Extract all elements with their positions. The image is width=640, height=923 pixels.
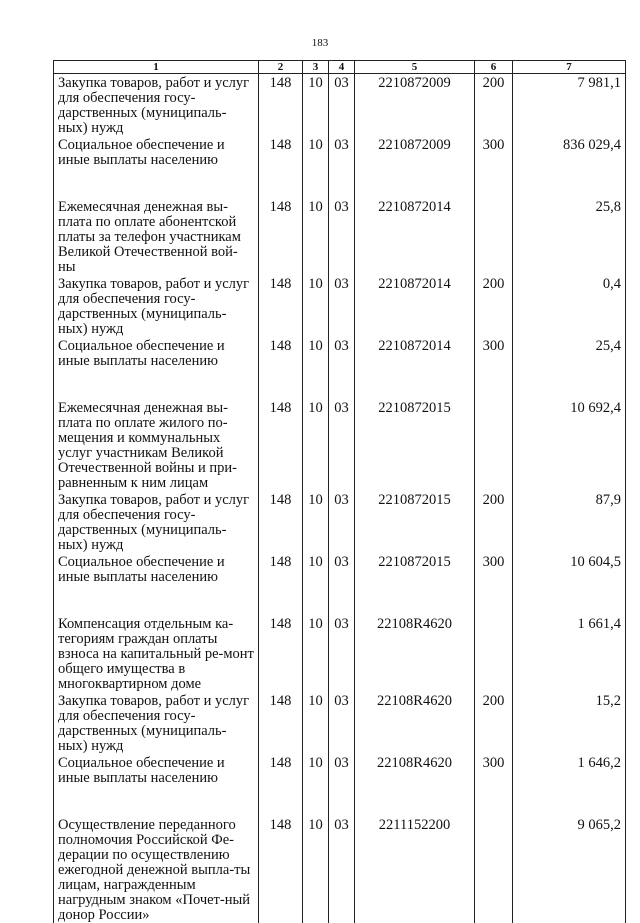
budget-table xyxy=(53,60,626,923)
cell-name: Компенсация отдельным ка-тегориям граждан оплаты взноса на капитальный ре-монт общего имущества в многоквартирном доме xyxy=(54,615,259,692)
cell-col-2: 148 xyxy=(259,615,303,692)
cell-col-4: 03 xyxy=(329,136,355,198)
cell-col-3: 10 xyxy=(303,692,329,754)
cell-col-4: 03 xyxy=(329,692,355,754)
table-row xyxy=(54,198,626,275)
cell-col-5: 2210872014 xyxy=(355,337,475,399)
cell-col-4: 03 xyxy=(329,553,355,615)
cell-col-6: 300 xyxy=(475,754,513,816)
cell-col-6 xyxy=(475,816,513,923)
cell-col-5: 2210872015 xyxy=(355,553,475,615)
cell-col-2: 148 xyxy=(259,754,303,816)
page-number: 183 xyxy=(311,37,329,49)
cell-col-4: 03 xyxy=(329,491,355,553)
cell-amount: 0,4 xyxy=(513,275,626,337)
cell-amount: 25,8 xyxy=(513,198,626,275)
cell-name: Социальное обеспечение и иные выплаты населению xyxy=(54,754,259,816)
cell-name: Ежемесячная денежная вы-плата по оплате жилого по-мещения и коммунальных услуг участникам Великой Отечественной войны и при-равненным к ним лицам xyxy=(54,399,259,491)
cell-col-3: 10 xyxy=(303,337,329,399)
cell-col-4: 03 xyxy=(329,198,355,275)
cell-name: Закупка товаров, работ и услуг для обеспечения госу-дарственных (муниципаль-ных) нужд xyxy=(54,275,259,337)
cell-col-2: 148 xyxy=(259,337,303,399)
cell-col-4: 03 xyxy=(329,337,355,399)
cell-col-3: 10 xyxy=(303,198,329,275)
cell-name: Социальное обеспечение и иные выплаты населению xyxy=(54,136,259,198)
cell-col-2: 148 xyxy=(259,198,303,275)
table-row xyxy=(54,399,626,491)
cell-col-5: 2210872015 xyxy=(355,399,475,491)
cell-col-2: 148 xyxy=(259,74,303,137)
cell-col-5: 2210872009 xyxy=(355,136,475,198)
cell-amount: 87,9 xyxy=(513,491,626,553)
cell-col-2: 148 xyxy=(259,553,303,615)
cell-col-3: 10 xyxy=(303,491,329,553)
header-col-3: 3 xyxy=(303,61,329,74)
table-row xyxy=(54,337,626,399)
cell-col-6: 200 xyxy=(475,74,513,137)
cell-col-4: 03 xyxy=(329,615,355,692)
cell-col-6 xyxy=(475,399,513,491)
cell-amount: 7 981,1 xyxy=(513,74,626,137)
table-row xyxy=(54,136,626,198)
cell-name: Социальное обеспечение и иные выплаты населению xyxy=(54,553,259,615)
cell-amount: 9 065,2 xyxy=(513,816,626,923)
table-row xyxy=(54,553,626,615)
header-col-5: 5 xyxy=(355,61,475,74)
header-col-1: 1 xyxy=(54,61,259,74)
cell-col-5: 2210872014 xyxy=(355,275,475,337)
header-row xyxy=(54,61,626,74)
table-row xyxy=(54,692,626,754)
cell-col-6: 300 xyxy=(475,553,513,615)
cell-col-5: 22108R4620 xyxy=(355,754,475,816)
cell-col-2: 148 xyxy=(259,136,303,198)
cell-amount: 25,4 xyxy=(513,337,626,399)
cell-col-5: 2210872009 xyxy=(355,74,475,137)
cell-name: Закупка товаров, работ и услуг для обеспечения госу-дарственных (муниципаль-ных) нужд xyxy=(54,74,259,137)
cell-name: Ежемесячная денежная вы-плата по оплате абонентской платы за телефон участникам Великой Отечественной вой-ны xyxy=(54,198,259,275)
cell-col-2: 148 xyxy=(259,816,303,923)
table-row xyxy=(54,615,626,692)
cell-amount: 15,2 xyxy=(513,692,626,754)
cell-col-2: 148 xyxy=(259,692,303,754)
cell-amount: 10 692,4 xyxy=(513,399,626,491)
cell-amount: 836 029,4 xyxy=(513,136,626,198)
table-row xyxy=(54,74,626,137)
cell-name: Социальное обеспечение и иные выплаты населению xyxy=(54,337,259,399)
header-col-7: 7 xyxy=(513,61,626,74)
cell-name: Осуществление переданного полномочия Российской Фе-дерации по осуществлению ежегодной денежной выпла-ты лицам, награжденным нагрудным знаком «Почет-ный донор России» xyxy=(54,816,259,923)
cell-col-3: 10 xyxy=(303,754,329,816)
cell-amount: 10 604,5 xyxy=(513,553,626,615)
cell-col-2: 148 xyxy=(259,275,303,337)
cell-col-5: 22108R4620 xyxy=(355,615,475,692)
cell-col-4: 03 xyxy=(329,275,355,337)
cell-col-5: 22108R4620 xyxy=(355,692,475,754)
cell-col-2: 148 xyxy=(259,399,303,491)
cell-col-3: 10 xyxy=(303,816,329,923)
header-col-6: 6 xyxy=(475,61,513,74)
table-row xyxy=(54,754,626,816)
cell-col-4: 03 xyxy=(329,399,355,491)
cell-name: Закупка товаров, работ и услуг для обеспечения госу-дарственных (муниципаль-ных) нужд xyxy=(54,692,259,754)
cell-amount: 1 646,2 xyxy=(513,754,626,816)
cell-col-6 xyxy=(475,198,513,275)
cell-col-4: 03 xyxy=(329,74,355,137)
cell-col-5: 2211152200 xyxy=(355,816,475,923)
cell-col-3: 10 xyxy=(303,553,329,615)
cell-col-3: 10 xyxy=(303,275,329,337)
header-col-4: 4 xyxy=(329,61,355,74)
cell-col-3: 10 xyxy=(303,399,329,491)
cell-col-5: 2210872014 xyxy=(355,198,475,275)
cell-col-6: 200 xyxy=(475,692,513,754)
cell-col-3: 10 xyxy=(303,136,329,198)
table-row xyxy=(54,816,626,923)
cell-name: Закупка товаров, работ и услуг для обеспечения госу-дарственных (муниципаль-ных) нужд xyxy=(54,491,259,553)
cell-col-6: 200 xyxy=(475,491,513,553)
cell-col-6 xyxy=(475,615,513,692)
cell-col-2: 148 xyxy=(259,491,303,553)
cell-col-4: 03 xyxy=(329,754,355,816)
table-row xyxy=(54,491,626,553)
table-row xyxy=(54,275,626,337)
cell-col-5: 2210872015 xyxy=(355,491,475,553)
cell-col-6: 300 xyxy=(475,337,513,399)
cell-col-6: 300 xyxy=(475,136,513,198)
cell-col-4: 03 xyxy=(329,816,355,923)
cell-col-3: 10 xyxy=(303,74,329,137)
header-col-2: 2 xyxy=(259,61,303,74)
cell-amount: 1 661,4 xyxy=(513,615,626,692)
cell-col-6: 200 xyxy=(475,275,513,337)
cell-col-3: 10 xyxy=(303,615,329,692)
